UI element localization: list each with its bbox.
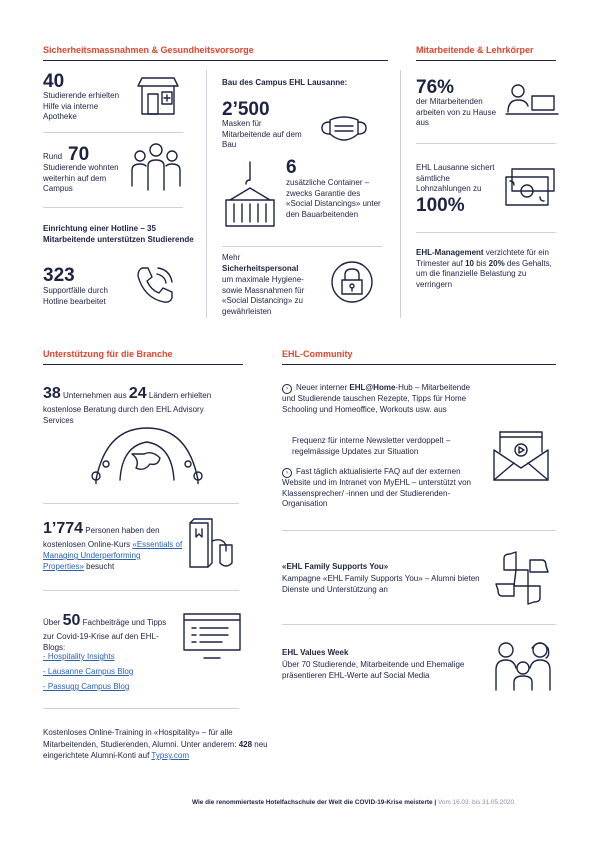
family-icon (492, 640, 554, 692)
course-number: 1’774 (43, 520, 84, 537)
blogs-pre: Über (43, 618, 61, 627)
students-icon (128, 142, 184, 192)
blogs-text (43, 611, 167, 653)
pharmacy-text: Studierende erhielten Hilfe via interne Apotheke (43, 91, 120, 121)
divider (400, 70, 401, 318)
home-number: 76% (416, 77, 455, 98)
email-video-icon (492, 428, 550, 484)
training-text (43, 727, 273, 762)
salary-text: EHL Lausanne sichert sämtliche Lohnzahlungen zu (416, 163, 495, 193)
advisory-n1: 38 (43, 385, 61, 402)
divider (416, 60, 556, 61)
footer-separator: | (434, 799, 437, 806)
course-t2: besucht (86, 562, 115, 571)
masks-text: Masken für Mitarbeitende auf dem Bau (222, 119, 302, 149)
course-link[interactable]: «Essentials of Managing Underperforming Properties» (43, 540, 183, 571)
blogs-description: Fachbeiträge und Tipps zur Covid-19-Krise auf den EHL-Blogs: (43, 618, 167, 652)
advisory-t1: Unternehmen aus (63, 391, 127, 400)
campus-number: 70 (68, 144, 90, 165)
footer-date: Vom 16.03. bis 31.05.2020. (437, 799, 516, 806)
management-mid: bis (476, 258, 487, 268)
home-text: der Mitarbeitenden arbeiten von zu Hause aus (416, 97, 497, 127)
containers-number: 6 (286, 157, 297, 178)
divider (43, 590, 239, 591)
hub-text (282, 383, 472, 415)
divider (416, 143, 556, 144)
training-rest: neu eingerichtete Alumni-Konti auf (43, 739, 268, 760)
section-title-community: EHL-Community (282, 349, 353, 359)
containers-text: zusätzliche Container – zwecks Garantie des «Social Distancings» unter den Bauarbeitenden (286, 178, 381, 219)
divider (43, 503, 239, 504)
security-text: um maximale Hygiene- sowie Massnahmen für «Social Distancing» zu gewährleisten (222, 275, 305, 316)
management-n2: 20% (488, 258, 505, 268)
divider (416, 232, 556, 233)
arrow-icon: › (282, 384, 292, 394)
construction-title: Bau des Campus EHL Lausanne: (222, 78, 348, 87)
training-intro: Kostenloses Online-Training in «Hospitality» – für alle Mitarbeitenden, Studierenden, Alumni. Unter anderem: (43, 728, 237, 749)
family-title: «EHL Family Supports You» (282, 562, 389, 571)
pharmacy-icon (136, 76, 180, 116)
divider (43, 708, 239, 709)
salary-number: 100% (416, 195, 465, 216)
footer (192, 799, 516, 806)
section-title-safety: Sicherheitsmassnahmen & Gesundheitsvorsorge (43, 45, 254, 55)
hotline-title: Einrichtung einer Hotline – 35 Mitarbeitende unterstützen Studierende (43, 224, 194, 244)
divider (43, 207, 183, 208)
faq-text (282, 467, 478, 510)
newsletter-text: Frequenz für interne Newsletter verdoppelt – regelmässige Updates zur Situation (292, 436, 451, 456)
values-title: EHL Values Week (282, 648, 349, 657)
blog-link-passugg[interactable]: - Passugg Campus Blog (43, 682, 130, 691)
lock-icon (330, 260, 374, 304)
masks-number: 2’500 (222, 99, 270, 120)
advisory-n2: 24 (128, 385, 147, 402)
phone-icon (134, 264, 176, 306)
training-number: 428 (238, 739, 253, 749)
divider (43, 60, 388, 61)
footer-title: Wie die renommierteste Hotelfachschule der Welt die COVID-19-Krise meisterte (192, 799, 433, 806)
divider (282, 530, 556, 531)
divider (222, 246, 382, 247)
campus-text: Studierende wohnten weiterhin auf dem Campus (43, 163, 119, 193)
values-text: Über 70 Studierende, Mitarbeitende und Ehemalige präsentieren EHL-Werte auf Social Media (282, 660, 465, 680)
course-t1: Personen haben den kostenlosen Online-Kurs (43, 526, 160, 549)
course-text (43, 519, 183, 572)
blog-icon (182, 612, 242, 660)
pharmacy-number: 40 (43, 71, 65, 92)
hub-pre: Neuer interner (296, 383, 348, 392)
hub-bold: EHL@Home (349, 383, 396, 392)
management-bold: EHL-Management (416, 248, 484, 257)
management-text (416, 248, 556, 290)
management-text2: des Gehalts, um die finanzielle Belastung zu verringern (416, 258, 552, 289)
security-bold: Sicherheitspersonal (222, 264, 299, 273)
arrow-icon: › (282, 468, 292, 478)
section-title-staff: Mitarbeitende & Lehrkörper (416, 45, 534, 55)
divider (282, 624, 556, 625)
home-office-icon (504, 82, 560, 124)
hands-icon (494, 550, 550, 606)
mask-icon (320, 112, 368, 148)
blog-link-hospitality[interactable]: - Hospitality Insights (43, 652, 115, 661)
management-n1: 10 (465, 258, 474, 268)
faq-description: Fast täglich aktualisierte FAQ auf der externen Website und im Intranet von MyEHL – unterstützt von Klassensprecher/ -innen und der Studierenden-Organisation (282, 467, 471, 508)
container-icon (220, 160, 280, 232)
hotline-text: Supportfälle durch Hotline bearbeitet (43, 286, 108, 306)
advisory-t2: Ländern erhielten kostenlose Beratung durch den EHL Advisory Services (43, 391, 212, 425)
blog-link-lausanne[interactable]: - Lausanne Campus Blog (43, 667, 134, 676)
divider (206, 70, 207, 318)
security-pre: Mehr (222, 253, 241, 262)
online-course-icon (186, 515, 242, 571)
campus-pre: Rund (43, 152, 63, 161)
blogs-number: 50 (62, 612, 81, 629)
divider (43, 364, 243, 365)
typsy-link[interactable]: Typsy.com (151, 751, 190, 760)
divider (43, 132, 183, 133)
hotline-number: 323 (43, 265, 75, 286)
money-icon (502, 165, 558, 211)
advisory-text (43, 384, 233, 426)
management-text1: verzichtete für ein Trimester auf (416, 248, 549, 268)
family-text: Kampagne «EHL Family Supports You» – Alumni bieten Dienste und Unterstützung an (282, 574, 480, 594)
divider (282, 364, 556, 365)
globe-icon (86, 424, 208, 484)
section-title-industry: Unterstützung für die Branche (43, 349, 173, 359)
hub-description: -Hub – Mitarbeitende und Studierende tauschen Rezepte, Tipps für Home Schooling und Homeoffice, Workouts usw. aus (282, 383, 471, 414)
